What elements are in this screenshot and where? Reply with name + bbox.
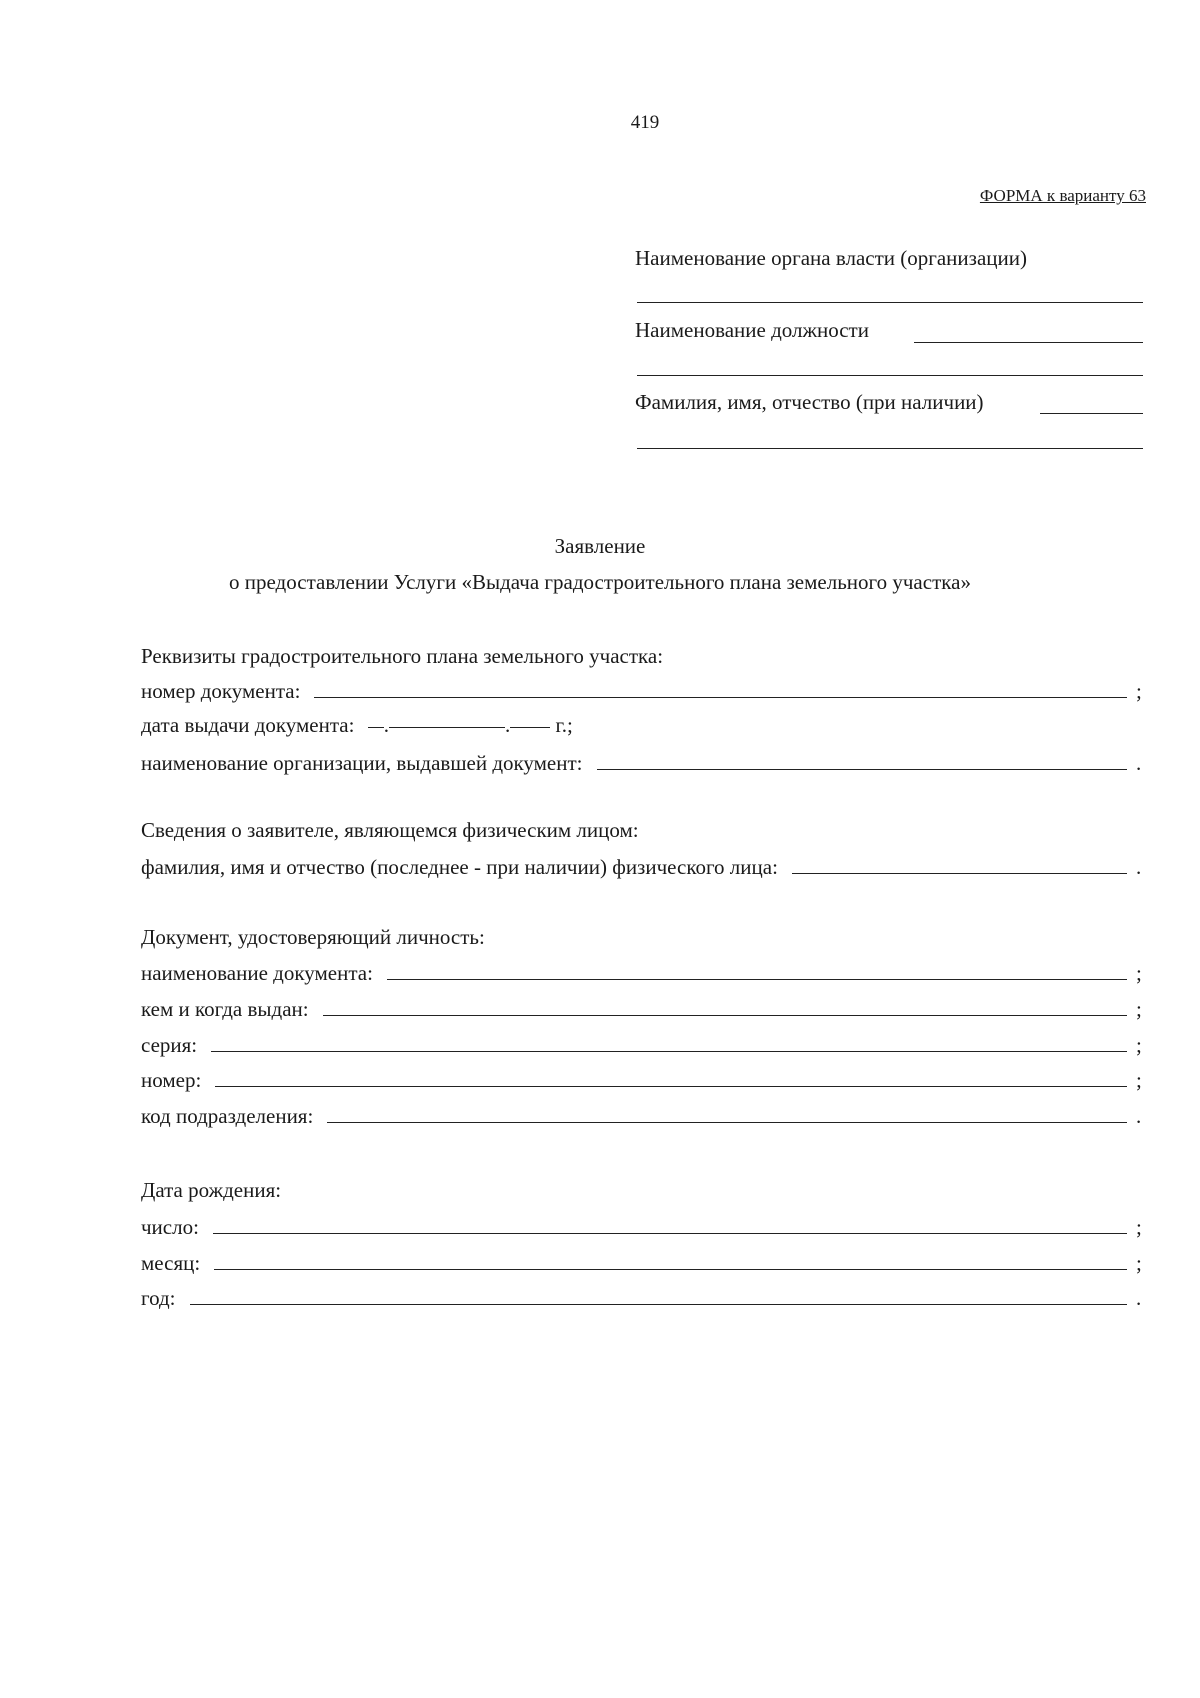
doc-number-label: номер документа: (141, 679, 301, 703)
division-code-field[interactable] (327, 1122, 1127, 1123)
punct: ; (1136, 961, 1142, 985)
birth-day-label: число: (141, 1215, 199, 1239)
division-code-row (141, 1101, 1146, 1129)
number-row (141, 1065, 1146, 1093)
birth-year-field[interactable] (190, 1304, 1127, 1305)
document-subtitle: о предоставлении Услуги «Выдача градостроительного плана земельного участка» (229, 570, 971, 594)
birth-day-row (141, 1212, 1146, 1240)
punct: ; (1136, 997, 1142, 1021)
authority-label: Наименование органа власти (организации) (635, 246, 1027, 270)
position-label: Наименование должности (635, 318, 869, 342)
issue-month-field[interactable] (389, 727, 505, 728)
birth-month-field[interactable] (214, 1269, 1127, 1270)
punct: . (1136, 1104, 1142, 1128)
doc-number-row (141, 676, 1146, 704)
birth-year-label: год: (141, 1286, 176, 1310)
issue-date-row (141, 713, 573, 738)
document-title: Заявление (554, 534, 646, 558)
applicant-name-label: фамилия, имя и отчество (последнее - при наличии) физического лица: (141, 855, 778, 879)
birth-month-row (141, 1248, 1146, 1276)
authority-field[interactable] (637, 302, 1143, 303)
birth-day-field[interactable] (213, 1233, 1127, 1234)
full-name-field-line2[interactable] (637, 448, 1143, 449)
series-label: серия: (141, 1033, 198, 1057)
birth-date-heading: Дата рождения: (141, 1178, 282, 1202)
full-name-field[interactable] (1040, 413, 1143, 414)
punct: ; (1136, 679, 1142, 703)
birth-month-label: месяц: (141, 1251, 201, 1275)
issuer-org-label: наименование организации, выдавшей документ: (141, 751, 583, 775)
form-reference: ФОРМА к варианту 63 (979, 186, 1146, 205)
issued-by-field[interactable] (323, 1015, 1127, 1016)
issued-by-row (141, 994, 1146, 1022)
punct: ; (1136, 1251, 1142, 1275)
number-label: номер: (141, 1068, 202, 1092)
issuer-org-row (141, 748, 1146, 776)
position-field-line2[interactable] (637, 375, 1143, 376)
punct: . (1136, 855, 1142, 879)
issue-year-field[interactable] (510, 727, 550, 728)
full-name-label: Фамилия, имя, отчество (при наличии) (635, 390, 984, 414)
issue-day-field[interactable] (368, 727, 384, 728)
identity-doc-name-label: наименование документа: (141, 961, 373, 985)
issue-date-label: дата выдачи документа: (141, 713, 355, 737)
identity-doc-name-row (141, 958, 1146, 986)
number-field[interactable] (215, 1086, 1127, 1087)
identity-doc-heading: Документ, удостоверяющий личность: (141, 925, 485, 949)
doc-number-field[interactable] (314, 697, 1127, 698)
date-separator: . (383, 713, 389, 737)
division-code-label: код подразделения: (141, 1104, 314, 1128)
applicant-name-field[interactable] (792, 873, 1127, 874)
applicant-heading: Сведения о заявителе, являющемся физическим лицом: (141, 818, 639, 842)
page-number: 419 (630, 112, 660, 133)
punct: ; (1136, 1215, 1142, 1239)
date-separator: . (504, 713, 511, 737)
issue-date-suffix: г.; (555, 713, 573, 737)
position-field[interactable] (914, 342, 1143, 343)
punct: . (1136, 751, 1142, 775)
series-field[interactable] (211, 1051, 1127, 1052)
issued-by-label: кем и когда выдан: (141, 997, 309, 1021)
series-row (141, 1030, 1146, 1058)
punct: ; (1136, 1033, 1142, 1057)
birth-year-row (141, 1283, 1146, 1311)
identity-doc-name-field[interactable] (387, 979, 1127, 980)
issuer-org-field[interactable] (597, 769, 1128, 770)
punct: . (1136, 1286, 1142, 1310)
plan-details-heading: Реквизиты градостроительного плана земельного участка: (141, 644, 664, 668)
punct: ; (1136, 1068, 1142, 1092)
applicant-name-row (141, 852, 1146, 880)
